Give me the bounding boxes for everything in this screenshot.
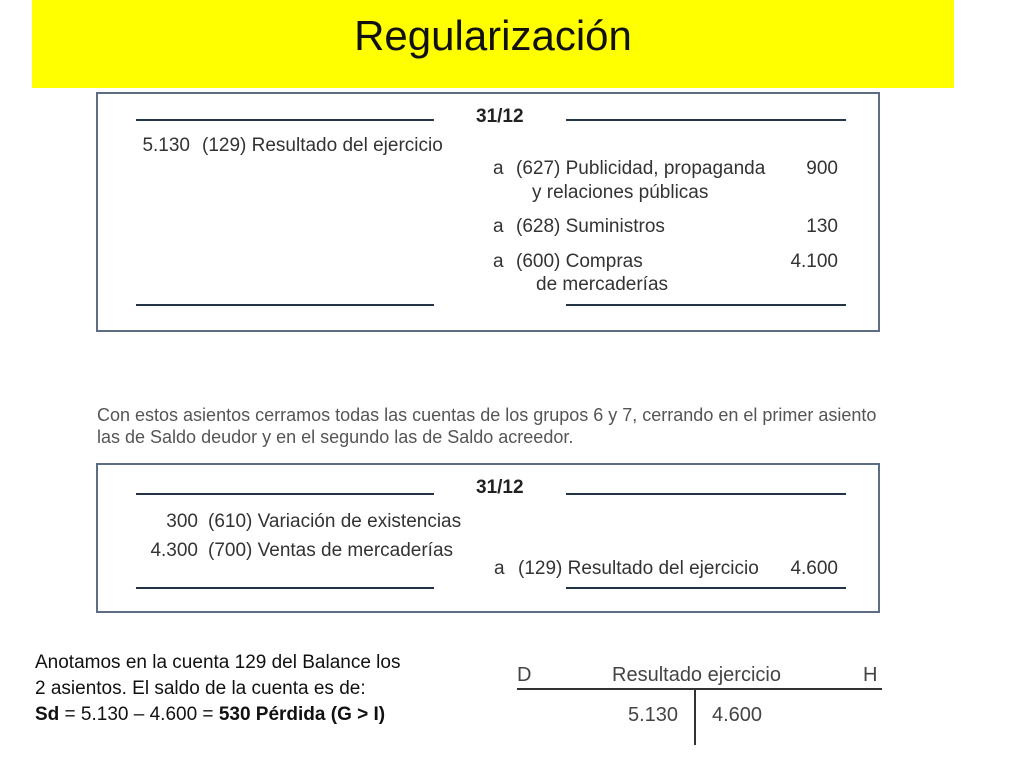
journal-entry-1 <box>96 92 880 332</box>
rule-left-top <box>136 119 434 121</box>
credit-account: (627) Publicidad, propaganda <box>516 158 766 179</box>
credit-account-line2: y relaciones públicas <box>532 182 709 203</box>
rule-right-bottom <box>566 587 846 589</box>
ledger-vertical-rule <box>694 689 696 745</box>
explanatory-note: Con estos asientos cerramos todas las cuentas de los grupos 6 y 7, cerrando en el primer asiento las de Saldo deudor y en el segundo las de Saldo acreedor. <box>97 405 877 447</box>
slide-title: Regularización <box>354 12 632 59</box>
credit-prefix: a <box>493 216 504 237</box>
rule-right-top <box>566 493 846 495</box>
credit-account: (628) Suministros <box>516 216 665 237</box>
credit-amount: 4.600 <box>790 558 838 579</box>
credit-account: (600) Compras <box>516 251 643 272</box>
rule-left-top <box>136 493 434 495</box>
credit-prefix: a <box>494 558 505 579</box>
t-account-ledger <box>512 658 884 753</box>
sd-formula: = 5.130 – 4.600 = <box>59 704 219 725</box>
debit-amount: 5.130 <box>142 135 190 156</box>
sd-result: 530 Pérdida (G > I) <box>218 704 386 725</box>
credit-prefix: a <box>493 158 504 179</box>
balance-explanation <box>35 650 495 728</box>
credit-account: (129) Resultado del ejercicio <box>518 558 759 579</box>
debit-amount: 300 <box>166 511 198 532</box>
ledger-title: Resultado ejercicio <box>612 664 781 686</box>
balance-formula <box>35 702 495 728</box>
rule-right-top <box>566 119 846 121</box>
journal-entry-2 <box>96 463 880 613</box>
explanation-line-1: Anotamos en la cuenta 129 del Balance los <box>35 652 401 673</box>
ledger-debit-header: D <box>517 664 532 686</box>
rule-left-bottom <box>136 587 434 589</box>
debit-account: (700) Ventas de mercaderías <box>208 540 454 561</box>
credit-amount: 130 <box>806 216 838 237</box>
explanation-line-2: 2 asientos. El saldo de la cuenta es de: <box>35 678 366 699</box>
sd-label: Sd <box>35 704 60 725</box>
debit-account: (129) Resultado del ejercicio <box>202 135 443 156</box>
ledger-credit-header: H <box>863 664 878 686</box>
rule-right-bottom <box>566 304 846 306</box>
credit-account-line2: de mercaderías <box>536 274 669 295</box>
ledger-horizontal-rule <box>517 688 882 690</box>
credit-prefix: a <box>493 251 504 272</box>
debit-account: (610) Variación de existencias <box>208 511 462 532</box>
ledger-credit-value: 4.600 <box>712 704 763 726</box>
entry-date: 31/12 <box>476 106 524 127</box>
entry-date: 31/12 <box>476 477 524 498</box>
debit-amount: 4.300 <box>150 540 198 561</box>
ledger-debit-value: 5.130 <box>628 704 679 726</box>
rule-left-bottom <box>136 304 434 306</box>
credit-amount: 4.100 <box>790 251 838 272</box>
title-band <box>32 0 954 88</box>
credit-amount: 900 <box>806 158 838 179</box>
